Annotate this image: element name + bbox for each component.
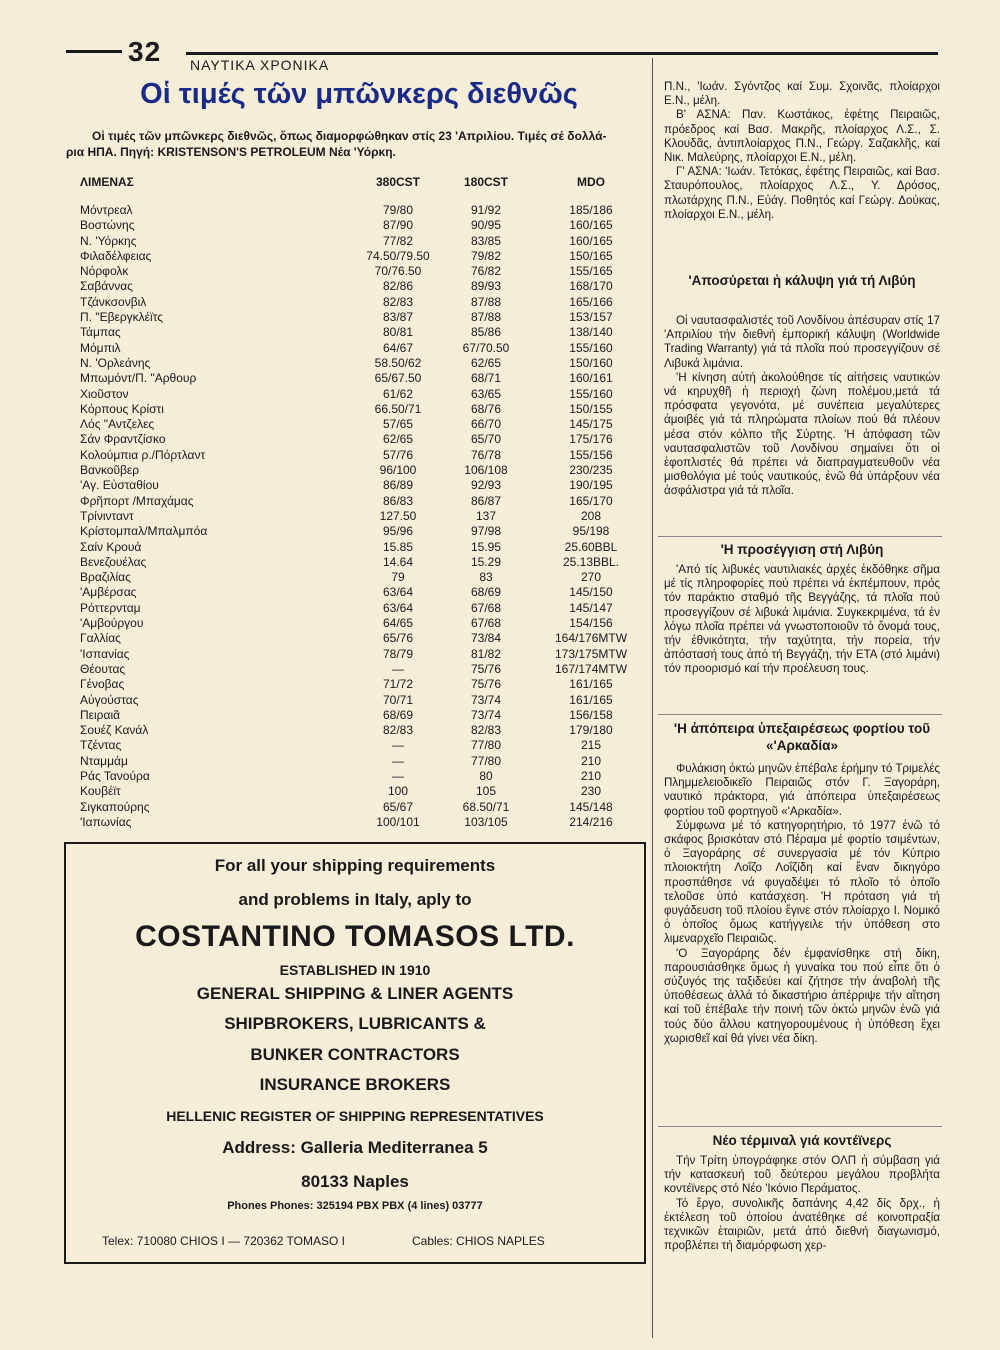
section-separator	[658, 714, 942, 715]
price-180cst-cell: 87/88	[470, 310, 502, 325]
port-name-cell: Τάμπας	[80, 325, 121, 340]
table-row	[80, 723, 650, 738]
price-180cst-cell: 82/83	[470, 723, 502, 738]
ad-register: HELLENIC REGISTER OF SHIPPING REPRESENTATIVES	[166, 1108, 544, 1124]
price-180cst-cell: 75/76	[470, 661, 502, 676]
price-180cst-cell: 77/80	[470, 738, 502, 753]
column-header-port: ΛΙΜΕΝΑΣ	[80, 175, 134, 189]
paragraph: Σύμφωνα μέ τό κατηγορητήριο, τό 1977 ἐνῶ τό σκάφος βρισκόταν στό Πέραμα μέ φορτίο τσιμέντων, ὁ Ξαγοράρης σέ συνεργασία μέ τόν Κύπριο πλοιοκτήτη Λοΐζο Λοΐζίδη καί ἕναν δικηγόρο προσπάθησε νά φυγαδέψει τό πλοῖο τό ὁποῖο τελοῦσε ὑπό κατάσχεση. 'Η πρόταση γιά τή φυγάδευση τοῦ πλοίου ἔγινε στόν πλοίαρχο Ι. Νομικό ὁ ὁποῖος ὅμως κατήγγειλε τήν ὑπόθεση στο λιμεναρχεῖο Πειραιῶς.	[664, 818, 940, 946]
price-380cst-cell: 70/76.50	[374, 264, 422, 279]
price-mdo-cell: 138/140	[569, 325, 613, 340]
port-name-cell: Κρίστομπαλ/Μπαλμπόα	[80, 524, 208, 539]
price-mdo-cell: 210	[580, 768, 602, 783]
price-mdo-cell: 156/158	[569, 707, 613, 722]
price-mdo-cell: 190/195	[569, 478, 613, 493]
price-180cst-cell: 67/70.50	[462, 340, 510, 355]
port-name-cell: Τζέντας	[80, 738, 122, 753]
intro-line-2: ρια ΗΠΑ. Πηγή: KRISTENSON'S PETROLEUM Νέα 'Υόρκη.	[66, 145, 396, 159]
price-380cst-cell: 63/64	[382, 600, 414, 615]
price-mdo-cell: 145/175	[569, 417, 613, 432]
price-380cst-cell: 64/67	[382, 340, 414, 355]
price-mdo-cell: 160/161	[569, 371, 613, 386]
price-mdo-cell: 153/157	[569, 310, 613, 325]
port-name-cell: Νόρφολκ	[80, 264, 129, 279]
port-name-cell: Π. "Εβεργκλέϊτς	[80, 310, 164, 325]
price-180cst-cell: 83	[479, 570, 493, 585]
port-name-cell: Τρίνινταντ	[80, 508, 134, 523]
port-name-cell: 'Αμβούργου	[80, 616, 144, 631]
section-body-libya-cover	[664, 314, 940, 499]
price-380cst-cell: 83/87	[382, 310, 414, 325]
paragraph: Β' ΑΣΝΑ: Παν. Κωστάκος, ἐφέτης Πειραιῶς, πρόεδρος καί Βασ. Μακρῆς, πλοίαρχος Λ.Σ., Σ. Κλουδᾶς, ἀντιπλοίαρχος Π.Ν., Γεώργ. Σαζακλῆς, καί Νικ. Μαλεύρης, πλοίαρχοι Ε.Ν., μέλη.	[664, 108, 940, 165]
table-row	[80, 295, 650, 310]
paragraph: Π.Ν., 'Ιωάν. Σγόντζος καί Συμ. Σχοινᾶς, πλοίαρχοι Ε.Ν., μέλη.	[664, 80, 940, 108]
price-180cst-cell: 73/74	[470, 707, 502, 722]
price-380cst-cell: 96/100	[379, 463, 417, 478]
port-name-cell: Βενεζουέλας	[80, 554, 147, 569]
section-heading-arkadia: 'Η ἀπόπειρα ὑπεξαιρέσεως φορτίου τοῦ «'Αρκαδία»	[673, 721, 931, 753]
ad-line-6: SHIPBROKERS, LUBRICANTS &	[224, 1014, 486, 1033]
price-180cst-cell: 79/82	[470, 248, 502, 263]
price-mdo-cell: 168/170	[569, 279, 613, 294]
port-name-cell: Ν. 'Υόρκης	[80, 233, 137, 248]
table-row	[80, 234, 650, 249]
ad-line-1: For all your shipping requirements	[214, 856, 496, 875]
ad-cables: Cables: CHIOS NAPLES	[412, 1234, 545, 1248]
table-row	[80, 325, 650, 340]
ad-line-5: GENERAL SHIPPING & LINER AGENTS	[196, 984, 514, 1003]
column-header-380cst: 380CST	[375, 175, 421, 189]
column-header-mdo: MDO	[577, 175, 605, 189]
price-380cst-cell: 15.85	[382, 539, 414, 554]
ad-address: Address: Galleria Mediterranea 5	[222, 1138, 488, 1157]
table-row	[80, 417, 650, 432]
price-180cst-cell: 68/71	[470, 371, 502, 386]
price-180cst-cell: 105	[475, 784, 497, 799]
price-180cst-cell: 89/93	[470, 279, 502, 294]
paragraph: Τήν Τρίτη ὑπογράφηκε στόν ΟΛΠ ἡ σύμβαση γιά τήν κατασκευή τοῦ δεύτερου μεγάλου προβλήτα κοντέϊνερς στό Νέο 'Ικόνιο Περάματος.	[664, 1154, 940, 1196]
price-380cst-cell: 127.50	[379, 508, 417, 523]
price-mdo-cell: 95/198	[572, 524, 610, 539]
article-intro	[66, 128, 638, 160]
price-380cst-cell: 63/64	[382, 585, 414, 600]
table-row	[80, 631, 650, 646]
port-name-cell: Χιοῦστον	[80, 386, 129, 401]
table-row	[80, 478, 650, 493]
price-380cst-cell: 64/65	[382, 616, 414, 631]
price-380cst-cell: —	[392, 738, 404, 753]
price-180cst-cell: 83/85	[470, 233, 502, 248]
table-row	[80, 754, 650, 769]
price-180cst-cell: 65/70	[470, 432, 502, 447]
port-name-cell: 'Ισπανίας	[80, 646, 130, 661]
table-row	[80, 677, 650, 692]
port-name-cell: Σουέζ Κανάλ	[80, 723, 149, 738]
table-row	[80, 784, 650, 799]
price-180cst-cell: 67/68	[470, 616, 502, 631]
price-180cst-cell: 103/105	[464, 814, 508, 829]
price-380cst-cell: 82/83	[382, 294, 414, 309]
table-row	[80, 616, 650, 631]
price-mdo-cell: 165/166	[569, 294, 613, 309]
price-380cst-cell: 79/80	[382, 203, 414, 217]
ad-telex: Telex: 710080 CHIOS I — 720362 TOMASO I	[102, 1234, 346, 1248]
price-380cst-cell: —	[392, 753, 404, 768]
paragraph: Οἱ ναυτασφαλιστές τοῦ Λονδίνου ἀπέσυραν στίς 17 'Απριλίου τήν διεθνή ἐμπορική κάλυψη (Worldwide Trading Warranty) γιά τά πλοῖα πού προσεγγίζουν σέ Λιβυκά λιμάνια.	[664, 314, 940, 370]
price-180cst-cell: 77/80	[470, 753, 502, 768]
price-mdo-cell: 161/165	[569, 677, 613, 692]
section-body-libya-approach	[664, 563, 940, 677]
price-180cst-cell: 80	[479, 768, 493, 783]
table-row	[80, 555, 650, 570]
table-row	[80, 708, 650, 723]
price-mdo-cell: 215	[580, 738, 602, 753]
price-380cst-cell: 87/90	[382, 218, 414, 233]
page-number: 32	[128, 36, 162, 67]
port-name-cell: 'Αγ. Εὐσταθίου	[80, 478, 159, 493]
ad-line-7: BUNKER CONTRACTORS	[250, 1045, 460, 1064]
bunker-price-table	[80, 203, 650, 830]
ad-company-name: COSTANTINO TOMASOS LTD.	[135, 920, 575, 953]
price-180cst-cell: 68/69	[470, 585, 502, 600]
ad-phones: Phones Phones: 325194 PBX PBX (4 lines) 03777	[227, 1200, 483, 1212]
port-name-cell: Φρῆπορτ /Μπαχάμας	[80, 493, 194, 508]
price-mdo-cell: 173/175MTW	[554, 646, 628, 661]
section-body-container-terminal	[664, 1154, 940, 1253]
price-mdo-cell: 230	[580, 784, 602, 799]
ad-established: ESTABLISHED IN 1910	[279, 962, 431, 978]
port-name-cell: Βοστώνης	[80, 218, 135, 233]
price-380cst-cell: 100	[387, 784, 409, 799]
port-name-cell: Γαλλίας	[80, 631, 121, 646]
price-180cst-cell: 68/76	[470, 401, 502, 416]
price-mdo-cell: 25.13BBL.	[562, 554, 620, 569]
table-row	[80, 524, 650, 539]
header-rule-right	[186, 52, 938, 55]
intro-line-1: Οἱ τιμές τῶν μπῶνκερς διεθνῶς, ὅπως διαμορφώθηκαν στίς 23 'Απριλίου. Τιμές σέ δολλά-	[92, 129, 607, 143]
price-180cst-cell: 85/86	[470, 325, 502, 340]
price-380cst-cell: 86/89	[382, 478, 414, 493]
port-name-cell: Κολούμπια ρ./Πόρτλαντ	[80, 447, 206, 462]
price-380cst-cell: 57/65	[382, 417, 414, 432]
price-mdo-cell: 155/160	[569, 340, 613, 355]
table-row	[80, 249, 650, 264]
price-180cst-cell: 76/82	[470, 264, 502, 279]
header-rule-left	[66, 50, 122, 53]
price-mdo-cell: 154/156	[569, 616, 613, 631]
table-row	[80, 448, 650, 463]
port-name-cell: Λός "Αντζελες	[80, 417, 155, 432]
price-mdo-cell: 270	[580, 570, 602, 585]
table-row	[80, 647, 650, 662]
port-name-cell: Μόμπιλ	[80, 340, 121, 355]
price-380cst-cell: 95/96	[382, 524, 414, 539]
table-row	[80, 769, 650, 784]
price-380cst-cell: 61/62	[382, 386, 414, 401]
port-name-cell: Αὐγούστας	[80, 692, 139, 707]
table-row	[80, 203, 650, 218]
port-name-cell: Σιγκαπούρης	[80, 799, 150, 814]
port-name-cell: Βραζιλίας	[80, 570, 131, 585]
port-name-cell: Ν. 'Ορλεάνης	[80, 355, 151, 370]
port-name-cell: Ράς Τανούρα	[80, 768, 150, 783]
table-row	[80, 387, 650, 402]
price-mdo-cell: 150/160	[569, 355, 613, 370]
price-mdo-cell: 155/165	[569, 264, 613, 279]
price-380cst-cell: 66.50/71	[374, 401, 422, 416]
port-name-cell: 'Αμβέρσας	[80, 585, 137, 600]
ad-city: 80133 Naples	[301, 1172, 409, 1191]
port-name-cell: Μόντρεαλ	[80, 203, 133, 217]
port-name-cell: Νταμμάμ	[80, 753, 128, 768]
port-name-cell: Ρόττερνταμ	[80, 600, 141, 615]
price-180cst-cell: 63/65	[470, 386, 502, 401]
price-380cst-cell: —	[392, 661, 404, 676]
port-name-cell: Θέουτας	[80, 661, 126, 676]
port-name-cell: Κόρπους Κρίστι	[80, 401, 164, 416]
section-separator	[658, 536, 942, 537]
price-mdo-cell: 160/165	[569, 233, 613, 248]
column-divider	[652, 58, 653, 1338]
table-row	[80, 815, 650, 830]
port-name-cell: Γένοβας	[80, 677, 125, 692]
price-180cst-cell: 67/68	[470, 600, 502, 615]
price-380cst-cell: 65/76	[382, 631, 414, 646]
price-380cst-cell: 80/81	[382, 325, 414, 340]
price-380cst-cell: 82/86	[382, 279, 414, 294]
price-180cst-cell: 15.95	[470, 539, 502, 554]
table-row	[80, 738, 650, 753]
price-mdo-cell: 145/150	[569, 585, 613, 600]
price-380cst-cell: 14.64	[382, 554, 414, 569]
price-mdo-cell: 164/176MTW	[554, 631, 628, 646]
price-mdo-cell: 145/147	[569, 600, 613, 615]
publication-title: ΝΑΥΤΙΚΑ ΧΡΟΝΙΚΑ	[190, 57, 330, 73]
port-name-cell: Σαβάννας	[80, 279, 133, 294]
price-mdo-cell: 179/180	[569, 723, 613, 738]
price-mdo-cell: 185/186	[569, 203, 613, 217]
price-180cst-cell: 68.50/71	[462, 799, 510, 814]
price-mdo-cell: 175/176	[569, 432, 613, 447]
price-180cst-cell: 73/84	[470, 631, 502, 646]
section-heading-libya-approach: 'Η προσέγγιση στή Λιβύη	[720, 542, 884, 557]
price-380cst-cell: 70/71	[382, 692, 414, 707]
price-380cst-cell: 82/83	[382, 723, 414, 738]
price-380cst-cell: 100/101	[376, 814, 420, 829]
price-180cst-cell: 106/108	[464, 463, 508, 478]
section-separator	[658, 1126, 942, 1127]
price-180cst-cell: 87/88	[470, 294, 502, 309]
price-180cst-cell: 66/70	[470, 417, 502, 432]
price-380cst-cell: —	[392, 768, 404, 783]
article-title: Οἱ τιμές τῶν μπῶνκερς διεθνῶς	[140, 78, 578, 110]
price-mdo-cell: 155/156	[569, 447, 613, 462]
price-380cst-cell: 65/67.50	[374, 371, 422, 386]
price-380cst-cell: 74.50/79.50	[366, 248, 430, 263]
price-380cst-cell: 77/82	[382, 233, 414, 248]
price-mdo-cell: 155/160	[569, 386, 613, 401]
table-row	[80, 279, 650, 294]
price-180cst-cell: 92/93	[470, 478, 502, 493]
port-name-cell: Φιλαδέλφειας	[80, 248, 152, 263]
price-380cst-cell: 86/83	[382, 493, 414, 508]
price-mdo-cell: 160/165	[569, 218, 613, 233]
table-row	[80, 218, 650, 233]
paragraph: Γ' ΑΣΝΑ: 'Ιωάν. Τετόκας, ἐφέτης Πειραιῶς, καί Βασ. Σταυρόπουλος, πλοίαρχος Λ.Σ., Υ. Δρόσος, πλωτάρχης Π.Ν., Εὐάγ. Ποθητός καί Γεώργ. Δούκας, πλοίαρχοι Ε.Ν., μέλη.	[664, 165, 940, 221]
ad-line-8: INSURANCE BROKERS	[259, 1075, 451, 1094]
price-mdo-cell: 165/170	[569, 493, 613, 508]
paragraph: 'Ο Ξαγοράρης δέν ἐμφανίσθηκε στή δίκη, παρουσιάσθηκε ὅμως ἡ γυναίκα του πού εἶπε ὅτι ὁ σύζυγός της ταξιδεύει καί ζήτησε τήν ἀναβολή τῆς ὑποθέσεως ἀλλά τό δικαστήριο ἀπέρριψε τήν αἴτηση καί τοῦ ἐπέβαλε τήν ποινή τῶν ὀκτώ μηνῶν ἐνῶ γιά τούς δύο ἄλλου κατηγορουμένους ἡ ὑπόθεση ἔχει χωρισθεῖ καί θά γίνει νέα δίκη.	[664, 946, 940, 1045]
port-name-cell: Σάν Φραντζίσκο	[80, 432, 166, 447]
table-row	[80, 264, 650, 279]
price-mdo-cell: 208	[580, 508, 602, 523]
port-name-cell: Βανκοῦβερ	[80, 463, 140, 478]
paragraph: Τό ἔργο, συνολικῆς δαπάνης 4,42 δίς δρχ., ἡ ἐκτέλεση τοῦ ὁποίου ἀνατέθηκε σέ κοινοπραξία τεχνικῶν ἑταιριῶν, μετά ἀπό διεθνή διαγωνισμό, προβλέπει τή διαμόρφωση χερ-	[664, 1196, 940, 1253]
price-180cst-cell: 91/92	[470, 203, 502, 217]
price-mdo-cell: 150/155	[569, 401, 613, 416]
section-body-arkadia	[664, 762, 940, 1046]
price-380cst-cell: 78/79	[382, 646, 414, 661]
table-row	[80, 570, 650, 585]
price-180cst-cell: 90/95	[470, 218, 502, 233]
price-380cst-cell: 65/67	[382, 799, 414, 814]
port-name-cell: Κουβέϊτ	[80, 784, 121, 799]
table-row	[80, 540, 650, 555]
tomasos-advertisement	[64, 842, 646, 1264]
price-380cst-cell: 57/76	[382, 447, 414, 462]
port-name-cell: Μπωμόντ/Π. "Αρθουρ	[80, 371, 197, 386]
table-row	[80, 371, 650, 386]
section-heading-container-terminal: Νέο τέρμιναλ γιά κοντέϊνερς	[712, 1133, 892, 1148]
table-row	[80, 310, 650, 325]
price-mdo-cell: 25.60BBL	[564, 539, 618, 554]
price-180cst-cell: 62/65	[470, 355, 502, 370]
price-180cst-cell: 73/74	[470, 692, 502, 707]
port-name-cell: 'Ιαπωνίας	[80, 814, 132, 829]
price-380cst-cell: 68/69	[382, 707, 414, 722]
table-row	[80, 432, 650, 447]
price-mdo-cell: 145/148	[569, 799, 613, 814]
column-header-180cst: 180CST	[463, 175, 509, 189]
price-180cst-cell: 81/82	[470, 646, 502, 661]
section-heading-libya-cover: 'Αποσύρεται ἡ κάλυψη γιά τή Λιβύη	[688, 273, 916, 288]
price-380cst-cell: 62/65	[382, 432, 414, 447]
table-row	[80, 585, 650, 600]
price-180cst-cell: 75/76	[470, 677, 502, 692]
table-row	[80, 509, 650, 524]
port-name-cell: Σαίν Κρουά	[80, 539, 142, 554]
port-name-cell: Τζάνκσονβιλ	[80, 294, 147, 309]
table-row	[80, 402, 650, 417]
table-row	[80, 601, 650, 616]
price-mdo-cell: 230/235	[569, 463, 613, 478]
price-180cst-cell: 15.29	[470, 554, 502, 569]
table-row	[80, 356, 650, 371]
price-180cst-cell: 97/98	[470, 524, 502, 539]
table-row	[80, 800, 650, 815]
table-row	[80, 693, 650, 708]
price-mdo-cell: 161/165	[569, 692, 613, 707]
table-row	[80, 494, 650, 509]
price-180cst-cell: 86/87	[470, 493, 502, 508]
table-row	[80, 662, 650, 677]
price-180cst-cell: 137	[475, 508, 497, 523]
paragraph: 'Από τίς λιβυκές ναυτιλιακές ἀρχές ἐκδόθηκε σῆμα μέ τίς πληροφορίες πού πρέπει νά ἐκπέμπουν, πρός τόν παράκτιο σταθμό τῆς Βεγγάζης, τά πλοῖα πού προσεγγίζουν σέ λιβυκά λιμάνια. Συγκεκριμένα, τά ἐν λόγω πλοῖα πρέπει νά γνωστοποιοῦν τό ὄνομά τους, τήν ἐθνικότητα, τήν ταχύτητα, τήν πορεία, τήν ἀπόστασή τους ἀπό τή Βεγγάζη, τήν ΕΤΑ (στό λιμάνι) τόν προορισμό καί τήν προέλευση τους.	[664, 563, 940, 676]
price-380cst-cell: 71/72	[382, 677, 414, 692]
price-mdo-cell: 150/165	[569, 248, 613, 263]
price-mdo-cell: 167/174MTW	[554, 661, 628, 676]
port-name-cell: Πειραιᾶ	[80, 707, 121, 722]
price-180cst-cell: 76/78	[470, 447, 502, 462]
paragraph: Φυλάκιση ὀκτώ μηνῶν ἐπέβαλε ἐρήμην τό Τριμελές Πλημμελειοδικεῖο Πειραιῶς στόν Γ. Ξαγοράρη, ναυτικό πράκτορα, γιά ἀπόπειρα ὑπεξαιρέσεως φορτίου τοῦ φορτηγοῦ «'Αρκαδία».	[664, 762, 940, 818]
price-380cst-cell: 58.50/62	[374, 355, 422, 370]
committee-members-text	[664, 80, 940, 222]
table-row	[80, 341, 650, 356]
ad-line-2: and problems in Italy, aply to	[238, 890, 472, 909]
paragraph: 'Η κίνηση αὐτή ἀκολούθησε τίς αἰτήσεις ναυτικών νά κηρυχθῆ ἡ περιοχή ζώνη πολέμου,μετά τά πρόσφατα γεγονότα, μέ συνέπεια μεγαλύτερες ἀμοιβές γιά τά πληρώματα πλοίων πού θά πλέουν μέσα στόν κόλπο τῆς Σύρτης. 'Η ἀπόφαση τῶν ναυτασφαλιστῶν τοῦ Λονδίνου σημαίνει ὅτι οἱ ἐφοπλιστές θά πρέπει νά διαπραγματευθοῦν νέα μισθολόγια μέ τούς ναυτικούς, ἐνῶ θά ὑπάρξουν νέα ἀσφάλιστρα γιά τά πλοῖα.	[664, 370, 940, 498]
price-mdo-cell: 210	[580, 753, 602, 768]
table-row	[80, 463, 650, 478]
price-380cst-cell: 79	[391, 570, 405, 585]
price-mdo-cell: 214/216	[569, 814, 613, 829]
